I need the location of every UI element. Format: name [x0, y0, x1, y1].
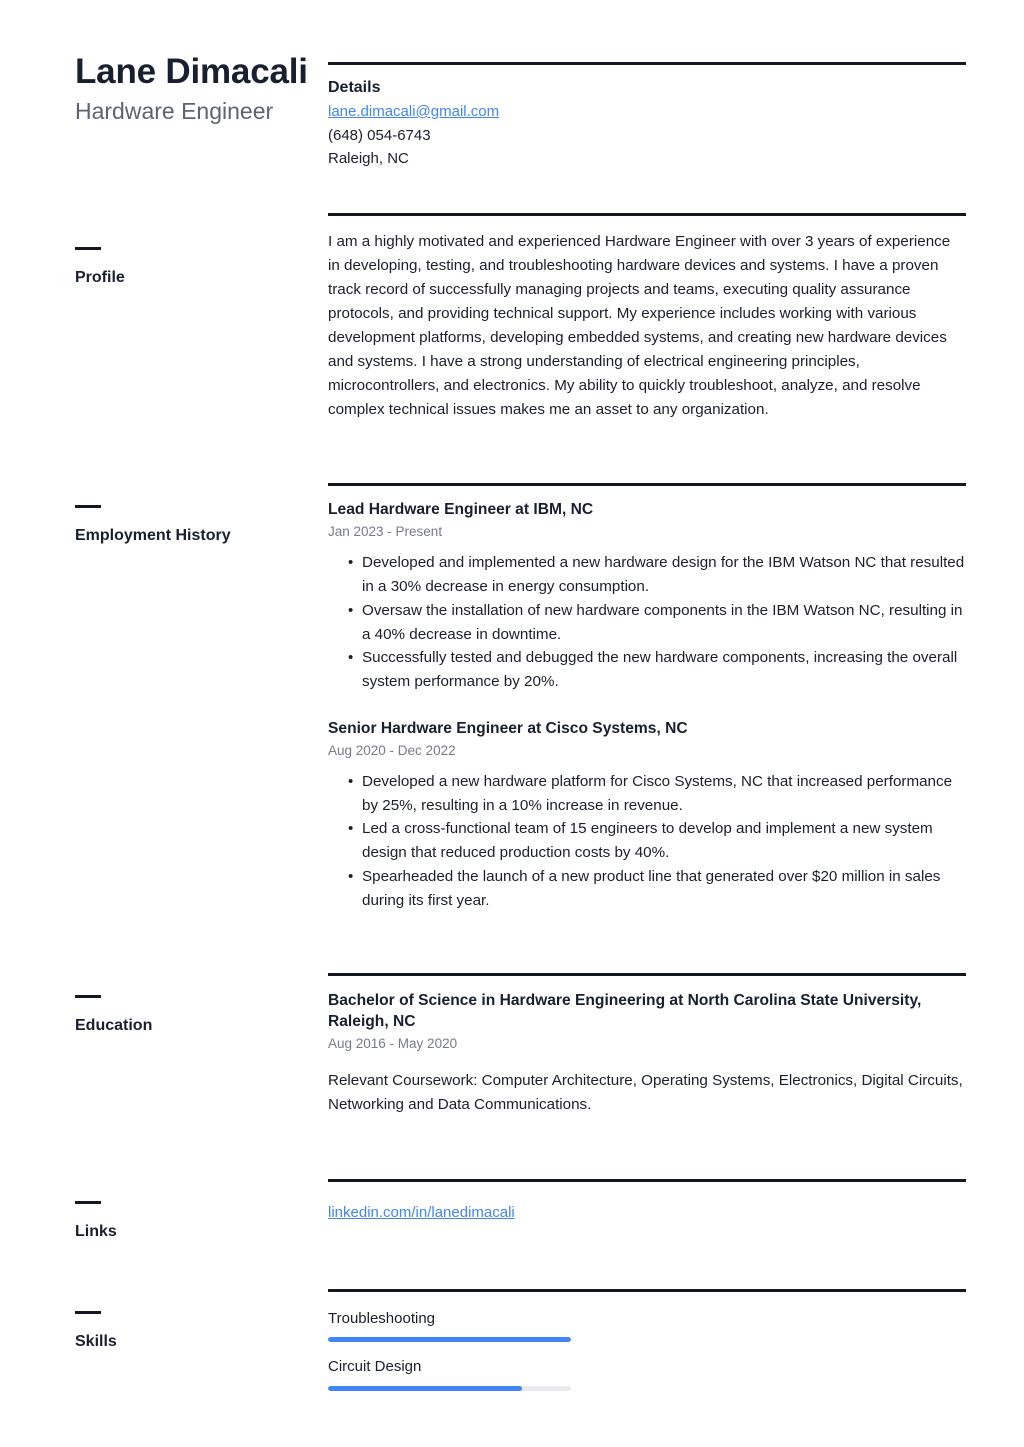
skill-name: Circuit Design — [328, 1358, 422, 1376]
skills-section — [0, 1289, 1024, 1405]
detail-location: Raleigh, NC — [328, 150, 409, 168]
links-sidebar — [0, 1179, 328, 1241]
employment-content — [328, 483, 1024, 916]
education-sidebar — [0, 973, 328, 1035]
skills-sidebar — [0, 1289, 328, 1351]
job-title: Hardware Engineer — [75, 98, 274, 125]
header-identity — [0, 52, 328, 126]
section-dash-icon — [75, 247, 101, 250]
links-content — [328, 1179, 1024, 1225]
details-divider — [328, 62, 966, 65]
skill-progress-fill — [328, 1386, 522, 1391]
employment-section — [0, 483, 1024, 916]
list-item: • Successfully tested and debugged the new hardware components, increasing the overall system performance by 20%. — [328, 646, 966, 693]
sidebar-label-education: Education — [75, 1017, 153, 1035]
list-item: • Developed and implemented a new hardware design for the IBM Watson NC that resulted in a 30% decrease in energy consumption. — [328, 551, 966, 598]
education-coursework: Relevant Coursework: Computer Architecture, Operating Systems, Electronics, Digital Circuits, Networking and Data Communications. — [328, 1071, 963, 1113]
sidebar-label-skills: Skills — [75, 1332, 117, 1350]
section-dash-icon — [75, 995, 101, 998]
list-item: • Oversaw the installation of new hardware components in the IBM Watson NC, resulting in a 40% decrease in downtime. — [328, 599, 966, 646]
resume-header — [0, 0, 1024, 171]
education-title: Bachelor of Science in Hardware Engineering at North Carolina State University, Raleigh, NC — [328, 992, 922, 1031]
detail-email-row — [328, 100, 966, 124]
skill-item — [328, 1356, 966, 1391]
employment-entry — [328, 499, 966, 694]
skill-progress-track — [328, 1386, 571, 1391]
education-section — [0, 973, 1024, 1120]
employment-title: Lead Hardware Engineer at IBM, NC — [328, 501, 594, 519]
section-dash-icon — [75, 1311, 101, 1314]
employment-bullets — [328, 770, 966, 912]
details-heading: Details — [328, 79, 381, 96]
employment-title: Senior Hardware Engineer at Cisco Systems, NC — [328, 719, 688, 737]
details-section — [328, 62, 1024, 171]
email-link[interactable]: lane.dimacali@gmail.com — [328, 103, 500, 120]
section-dash-icon — [75, 505, 101, 508]
profile-section — [0, 213, 1024, 422]
education-content — [328, 973, 1024, 1120]
list-item: • Led a cross-functional team of 15 engineers to develop and implement a new system design that reduced production costs by 40%. — [328, 817, 966, 864]
detail-phone: (648) 054-6743 — [328, 126, 431, 144]
profile-content — [328, 213, 1024, 422]
skills-content — [328, 1289, 1024, 1405]
employment-date: Jan 2023 - Present — [328, 524, 443, 540]
sidebar-label-links: Links — [75, 1222, 117, 1240]
employment-bullets — [328, 551, 966, 693]
list-item: • Spearheaded the launch of a new product line that generated over $20 million in sales during its first year. — [328, 865, 966, 912]
list-item: • Developed a new hardware platform for Cisco Systems, NC that increased performance by 25%, resulting in a 10% increase in revenue. — [328, 770, 966, 817]
sidebar-label-profile: Profile — [75, 269, 125, 287]
employment-date: Aug 2020 - Dec 2022 — [328, 742, 456, 758]
section-dash-icon — [75, 1201, 101, 1204]
skill-progress-fill — [328, 1337, 571, 1342]
employment-sidebar — [0, 483, 328, 545]
profile-sidebar — [0, 213, 328, 287]
employment-entry — [328, 718, 966, 913]
sidebar-label-employment: Employment History — [75, 527, 231, 545]
page-title: Lane Dimacali — [75, 52, 308, 91]
skill-item — [328, 1308, 966, 1343]
linkedin-link[interactable]: linkedin.com/in/lanedimacali — [328, 1203, 515, 1221]
profile-text: I am a highly motivated and experienced Hardware Engineer with over 3 years of experience in developing, testing, and troubleshooting hardware devices and systems. I have a proven track record of successfully managing projects and teams, executing quality assurance protocols, and providing technical support. My experience includes working with various development platforms, developing embedded systems, and creating new hardware devices and systems. I have a strong understanding of electrical engineering principles, microcontrollers, and electronics. My ability to quickly troubleshoot, analyze, and resolve complex technical issues makes me an asset to any organization. — [328, 233, 951, 419]
skill-progress-track — [328, 1337, 571, 1342]
skill-name: Troubleshooting — [328, 1309, 436, 1327]
education-date: Aug 2016 - May 2020 — [328, 1036, 458, 1052]
links-section — [0, 1179, 1024, 1241]
education-entry — [328, 990, 966, 1116]
